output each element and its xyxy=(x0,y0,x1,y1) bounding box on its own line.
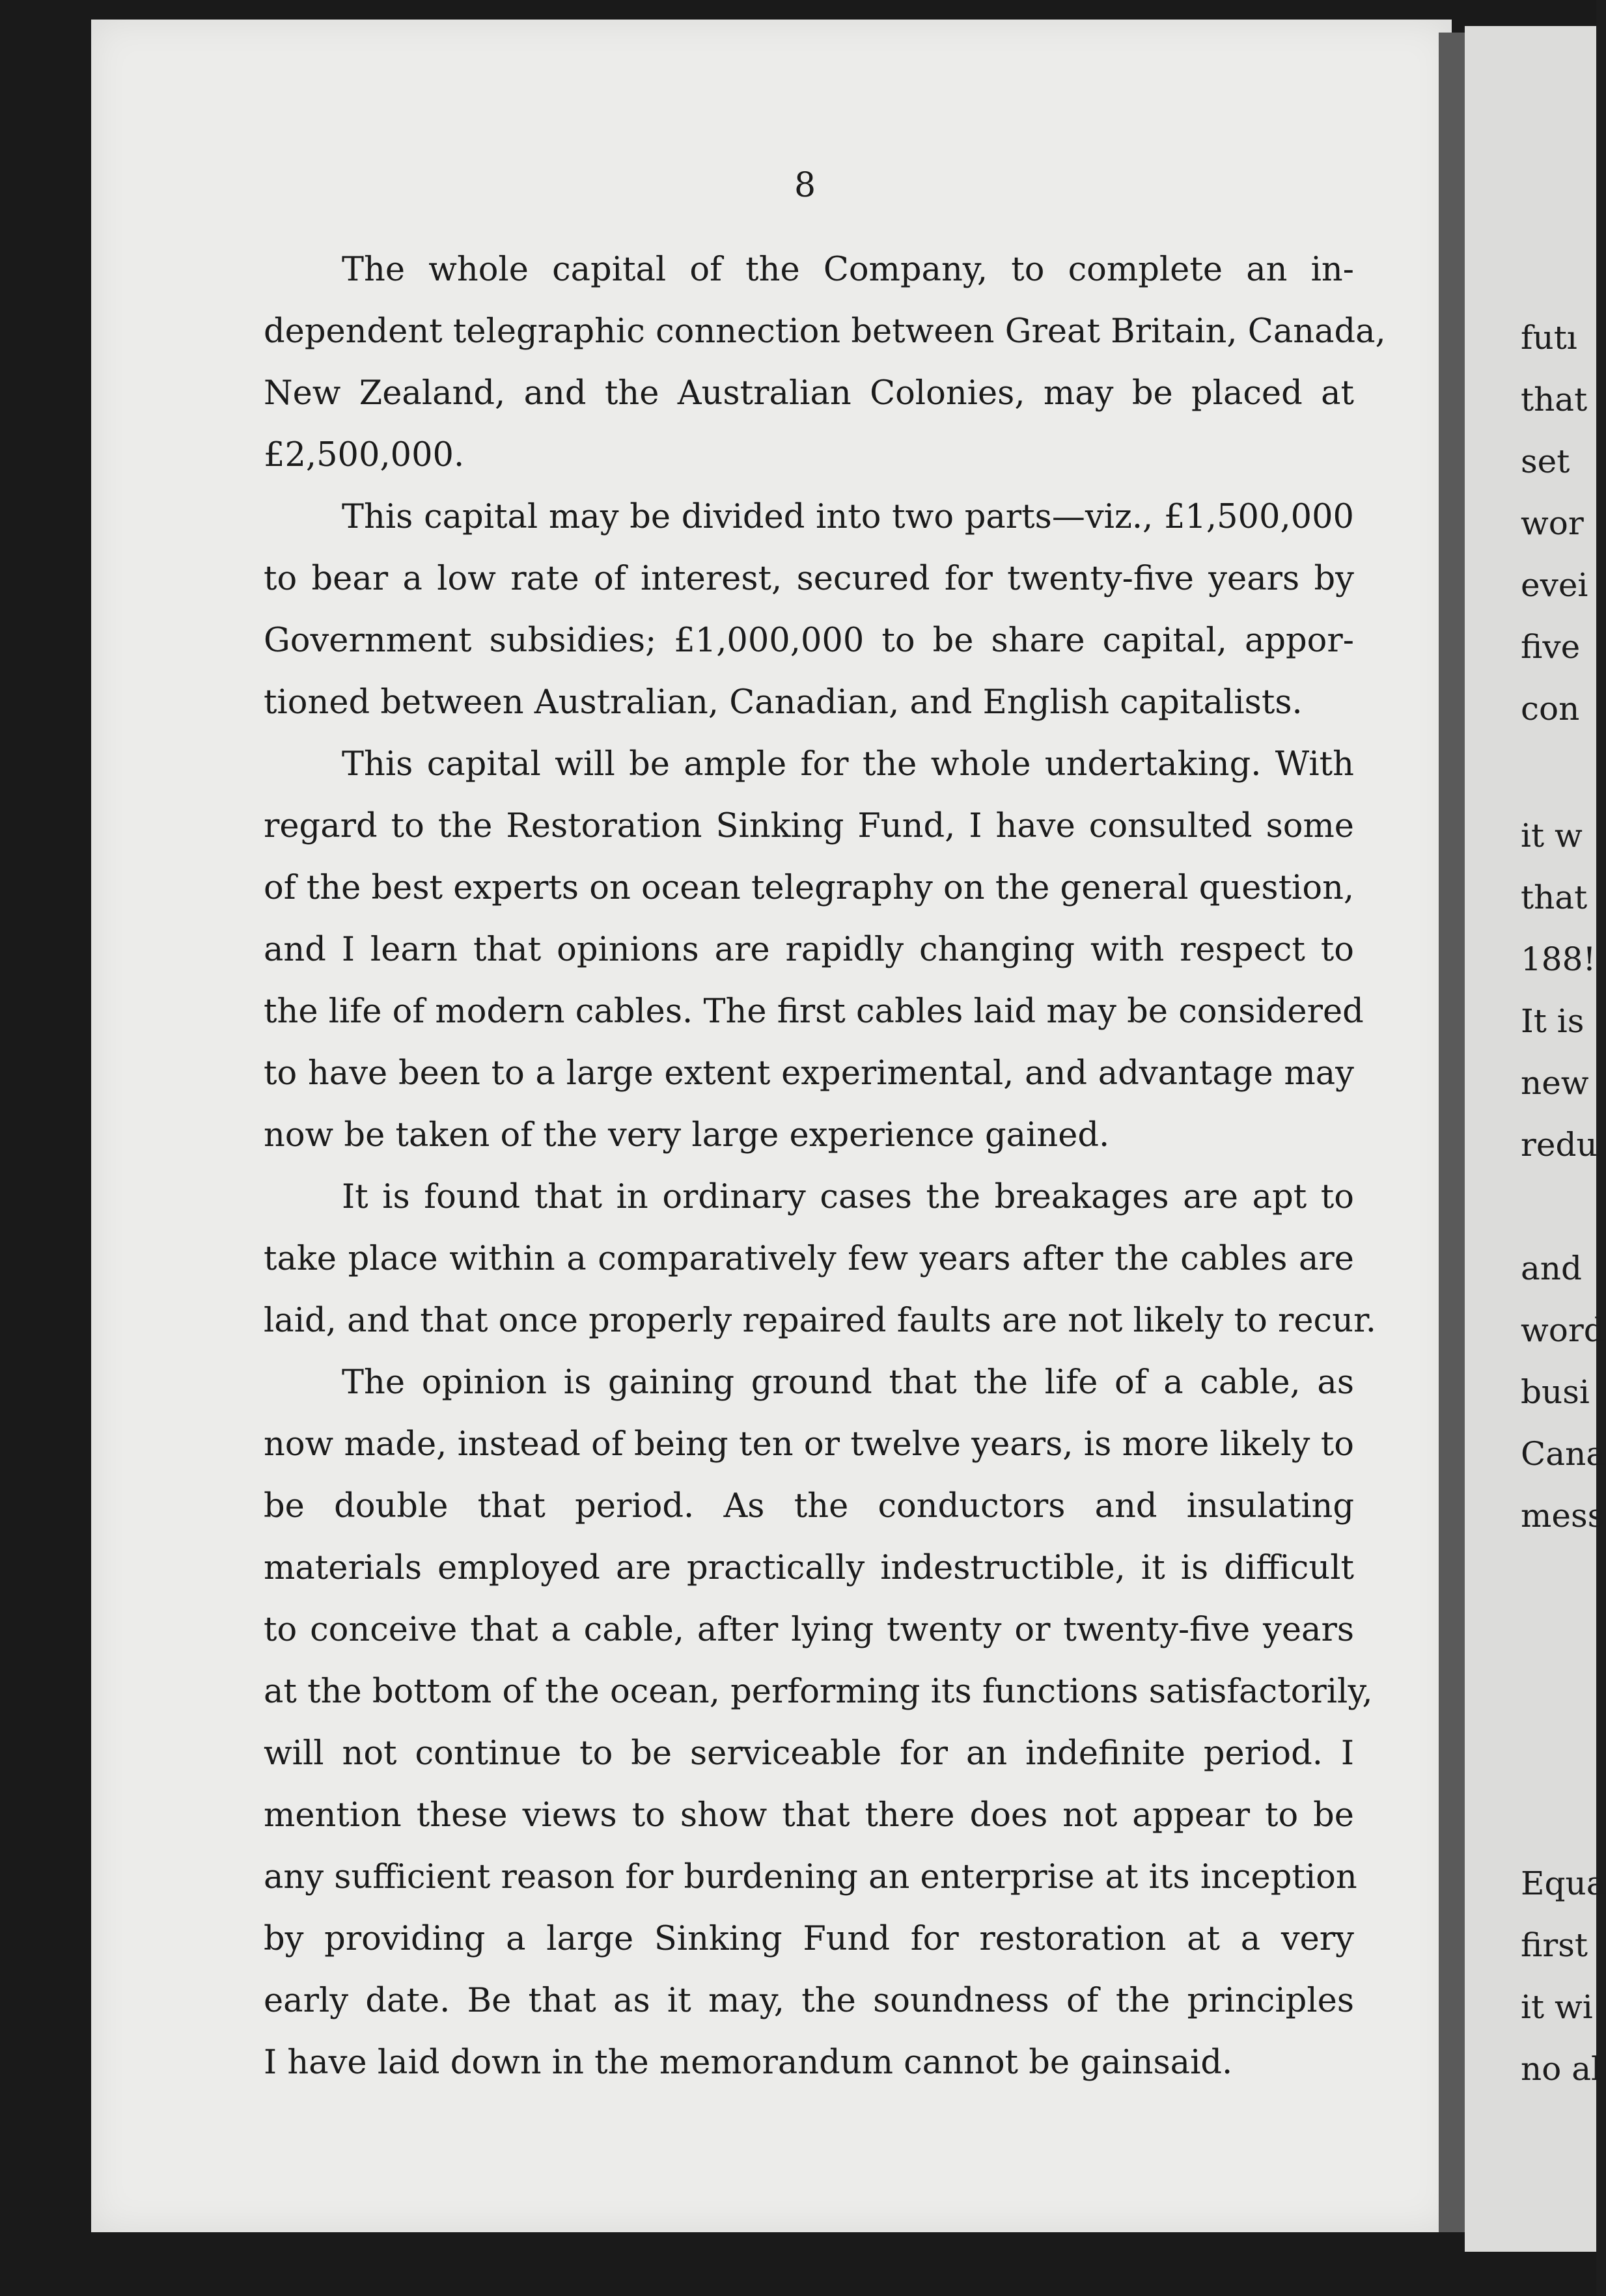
text-line: now be taken of the very large experience gained. xyxy=(264,1116,1110,1155)
facing-fragment: set xyxy=(1521,443,1570,480)
text-line: to have been to a large extent experimental, and advantage may xyxy=(264,1054,1354,1093)
text-line: mention these views to show that there does not appear to be xyxy=(264,1796,1354,1835)
facing-fragment: five xyxy=(1521,628,1581,666)
text-line: take place within a comparatively few years after the cables are xyxy=(264,1240,1354,1278)
text-line: laid, and that once properly repaired faults are not likely to recur. xyxy=(264,1302,1376,1340)
facing-fragment: wor xyxy=(1521,504,1584,542)
facing-fragment: Equa xyxy=(1521,1865,1606,1902)
facing-fragment: Cana xyxy=(1521,1435,1606,1473)
facing-fragment: futı xyxy=(1521,319,1577,357)
facing-fragment: first xyxy=(1521,1926,1588,1964)
text-line: to conceive that a cable, after lying twenty or twenty-five years xyxy=(264,1611,1354,1649)
page-number: 8 xyxy=(794,166,816,205)
text-line: This capital may be divided into two parts—viz., £1,500,000 xyxy=(342,498,1354,536)
text-line: early date. Be that as it may, the soundness of the principles xyxy=(264,1982,1354,2020)
text-line: £2,500,000. xyxy=(264,436,465,474)
facing-fragment: it wi xyxy=(1521,1988,1593,2026)
text-line: The whole capital of the Company, to complete an in- xyxy=(342,251,1354,289)
text-line: This capital will be ample for the whole undertaking. With xyxy=(342,745,1354,784)
facing-fragment: 188! xyxy=(1521,940,1596,978)
facing-fragment: and xyxy=(1521,1250,1583,1287)
binding-gutter xyxy=(1439,33,1465,2232)
text-line: Government subsidies; £1,000,000 to be share capital, appor- xyxy=(264,622,1354,660)
text-line: by providing a large Sinking Fund for restoration at a very xyxy=(264,1920,1354,1958)
text-line: regard to the Restoration Sinking Fund, I have consulted some xyxy=(264,807,1354,845)
text-line: be double that period. As the conductors and insulating xyxy=(264,1487,1354,1525)
facing-fragment: that xyxy=(1521,879,1588,916)
text-line: materials employed are practically indestructible, it is difficult xyxy=(264,1549,1354,1587)
text-line: dependent telegraphic connection between Great Britain, Canada, xyxy=(264,312,1386,351)
facing-fragment: mess xyxy=(1521,1497,1605,1535)
text-line: It is found that in ordinary cases the breakages are apt to xyxy=(342,1178,1354,1216)
text-line: now made, instead of being ten or twelve years, is more likely to xyxy=(264,1425,1354,1464)
facing-fragment: no al xyxy=(1521,2050,1601,2088)
facing-fragment: busi xyxy=(1521,1373,1590,1411)
text-line: The opinion is gaining ground that the life of a cable, as xyxy=(342,1363,1354,1402)
facing-fragment: that xyxy=(1521,381,1588,418)
facing-fragment: con xyxy=(1521,690,1580,728)
facing-fragment: redu xyxy=(1521,1126,1598,1164)
facing-fragment: evei xyxy=(1521,566,1588,604)
facing-fragment: word xyxy=(1521,1311,1605,1349)
text-line: tioned between Australian, Canadian, and English capitalists. xyxy=(264,683,1303,722)
text-line: New Zealand, and the Australian Colonies, may be placed at xyxy=(264,374,1354,413)
facing-fragment: it w xyxy=(1521,817,1583,854)
text-line: at the bottom of the ocean, performing its functions satisfactorily, xyxy=(264,1673,1373,1711)
text-line: any sufficient reason for burdening an enterprise at its inception xyxy=(264,1858,1357,1896)
text-line: and I learn that opinions are rapidly changing with respect to xyxy=(264,931,1354,969)
facing-page xyxy=(1465,26,1606,2252)
text-line: I have laid down in the memorandum cannot be gainsaid. xyxy=(264,2043,1233,2082)
text-line: to bear a low rate of interest, secured for twenty-five years by xyxy=(264,560,1354,598)
facing-fragment: It is xyxy=(1521,1002,1585,1040)
text-line: will not continue to be serviceable for an indefinite period. I xyxy=(264,1734,1354,1773)
text-line: the life of modern cables. The first cables laid may be considered xyxy=(264,992,1364,1031)
text-line: of the best experts on ocean telegraphy on the general question, xyxy=(264,869,1355,907)
facing-fragment: new xyxy=(1521,1064,1589,1102)
